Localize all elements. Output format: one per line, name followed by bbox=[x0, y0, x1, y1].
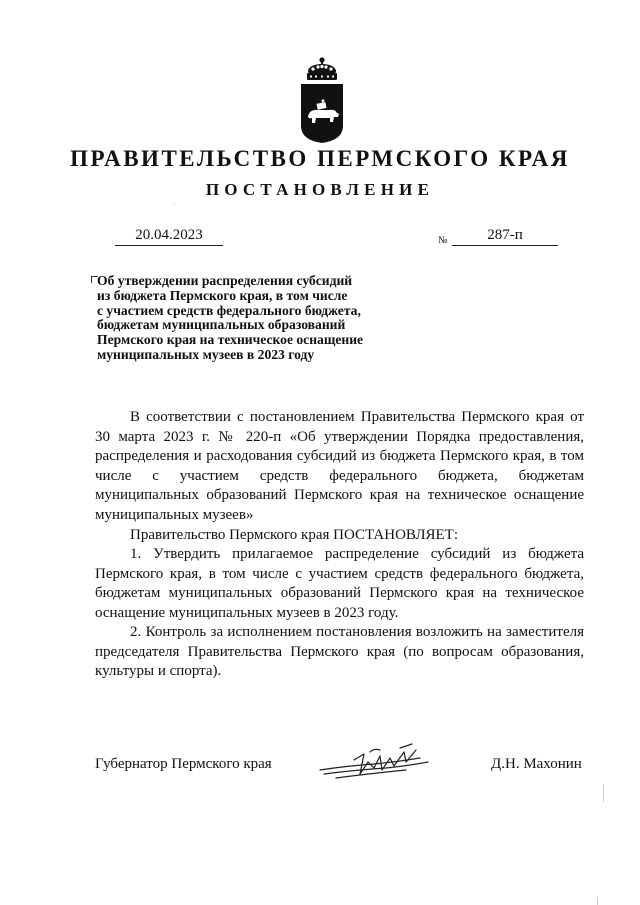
signatory-position: Губернатор Пермского края bbox=[95, 756, 272, 772]
item-1-paragraph-block bbox=[95, 545, 584, 623]
subject-line: с участием средств федерального бюджета, bbox=[97, 302, 361, 318]
document-date: 20.04.2023 bbox=[115, 225, 223, 246]
subject-line: Об утверждении распределения субсидий bbox=[97, 273, 353, 288]
preamble-paragraph: В соответствии с постановлением Правительства Пермского края от 30 марта 2023 г. № 220-п «Об утверждении Порядка предоставления, распределения и расходования субсидий из бюджета Пермского края, в том числе с участием средств федерального бюджета, бюджетам муниципальных образований Пермского края на техническое оснащение муниципальных музеев» bbox=[95, 409, 584, 523]
subject-line: бюджетам муниципальных образований bbox=[97, 317, 346, 333]
document-type-title: ПОСТАНОВЛЕНИЕ bbox=[205, 180, 435, 199]
resolves-paragraph: Правительство Пермского края ПОСТАНОВЛЯЕТ: bbox=[130, 527, 459, 543]
document-subject bbox=[97, 274, 417, 363]
organization-title: ПРАВИТЕЛЬСТВО ПЕРМСКОГО КРАЯ bbox=[70, 146, 570, 171]
subject-line: муниципальных музеев в 2023 году bbox=[97, 346, 315, 362]
scan-speck bbox=[174, 204, 175, 205]
item-2-paragraph: 2. Контроль за исполнением постановления возложить на заместителя председателя Правительства Пермского края (по вопросам образования, культуры и спорта). bbox=[95, 624, 584, 680]
item-2-paragraph-block bbox=[95, 623, 584, 682]
preamble-paragraph-block bbox=[95, 408, 584, 526]
subject-line: из бюджета Пермского края, в том числе bbox=[97, 287, 348, 303]
signatory-name: Д.Н. Махонин bbox=[491, 756, 582, 772]
number-sign: № bbox=[438, 235, 448, 246]
resolves-paragraph-block bbox=[95, 526, 584, 546]
handwritten-signature-icon bbox=[316, 740, 436, 786]
scan-margin-mark bbox=[603, 784, 604, 802]
subject-line: Пермского края на техническое оснащение bbox=[97, 332, 364, 348]
coat-of-arms-emblem-icon bbox=[291, 56, 353, 144]
scan-margin-mark bbox=[597, 897, 598, 905]
item-1-paragraph: 1. Утвердить прилагаемое распределение субсидий из бюджета Пермского края, в том числе с участием средств федерального бюджета, бюджетам муниципальных образований Пермского края на техническое оснащение муниципальных музеев в 2023 году. bbox=[95, 546, 584, 621]
document-number: 287-п bbox=[452, 225, 558, 246]
